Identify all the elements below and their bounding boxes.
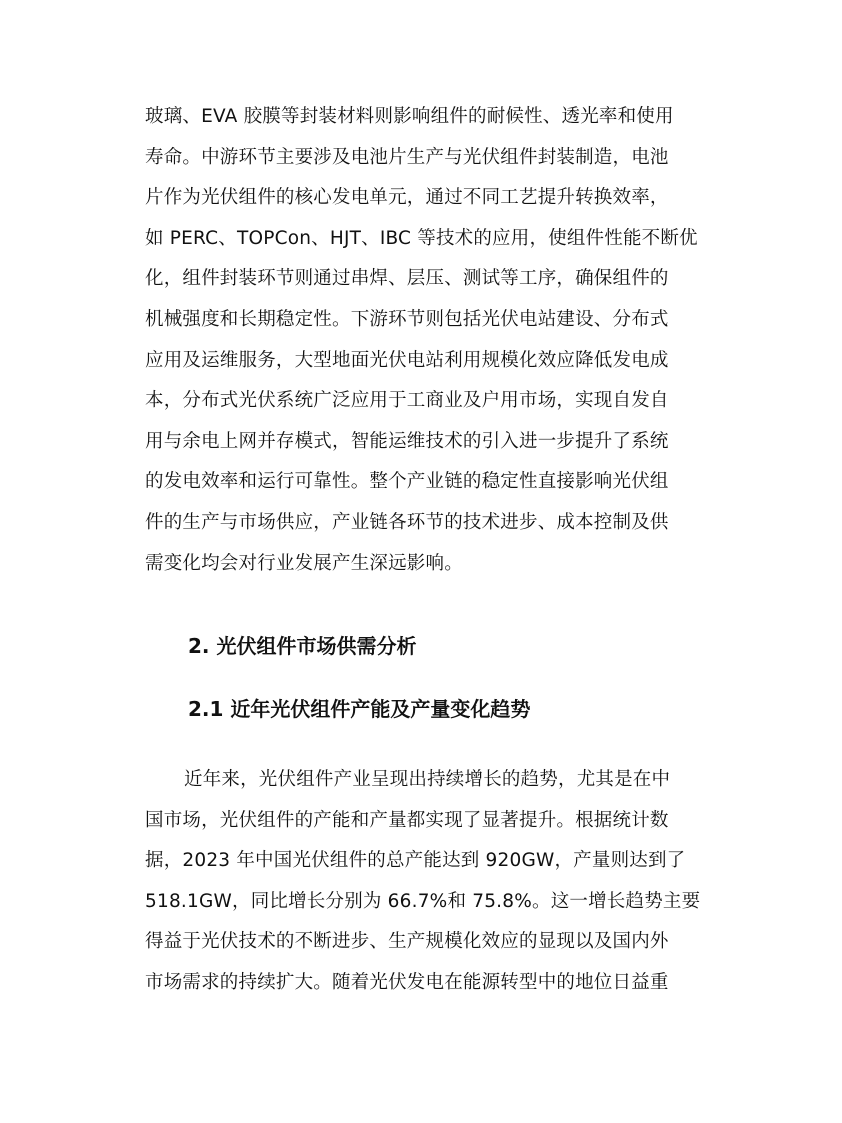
text-line: 件的生产与市场供应，产业链各环节的技术进步、成本控制及供 [145, 512, 669, 533]
text-line: 寿命。中游环节主要涉及电池片生产与光伏组件封装制造，电池 [145, 146, 669, 168]
text-line: 国市场，光伏组件的产能和产量都实现了显著提升。根据统计数 [145, 809, 669, 831]
section-heading: 2. 光伏组件市场供需分析 [188, 634, 417, 658]
subsection-heading: 2.1 近年光伏组件产能及产量变化趋势 [188, 697, 531, 721]
text-line: 化，组件封装环节则通过串焊、层压、测试等工序，确保组件的 [145, 268, 669, 290]
text-line: 如 PERC、TOPCon、HJT、IBC 等技术的应用，使组件性能不断优 [145, 227, 698, 249]
text-line: 的发电效率和运行可靠性。整个产业链的稳定性直接影响光伏组 [145, 471, 669, 493]
text-line: 本，分布式光伏系统广泛应用于工商业及户用市场，实现自发自 [145, 390, 669, 412]
text-line: 用与余电上网并存模式，智能运维技术的引入进一步提升了系统 [145, 430, 669, 452]
text-line: 玻璃、EVA 胶膜等封装材料则影响组件的耐候性、透光率和使用 [145, 106, 674, 127]
text-line: 近年来，光伏组件产业呈现出持续增长的趋势，尤其是在中 [184, 769, 671, 790]
text-line: 应用及运维服务，大型地面光伏电站利用规模化效应降低发电成 [145, 349, 669, 371]
text-line: 据，2023 年中国光伏组件的总产能达到 920GW，产量则达到了 [145, 850, 686, 872]
text-line: 机械强度和长期稳定性。下游环节则包括光伏电站建设、分布式 [145, 309, 669, 330]
text-line: 518.1GW，同比增长分别为 66.7%和 75.8%。这一增长趋势主要 [145, 890, 701, 912]
text-line: 市场需求的持续扩大。随着光伏发电在能源转型中的地位日益重 [145, 972, 669, 993]
text-line: 得益于光伏技术的不断进步、生产规模化效应的显现以及国内外 [145, 931, 669, 953]
text-line: 片作为光伏组件的核心发电单元，通过不同工艺提升转换效率， [145, 187, 669, 209]
text-line: 需变化均会对行业发展产生深远影响。 [145, 552, 463, 574]
